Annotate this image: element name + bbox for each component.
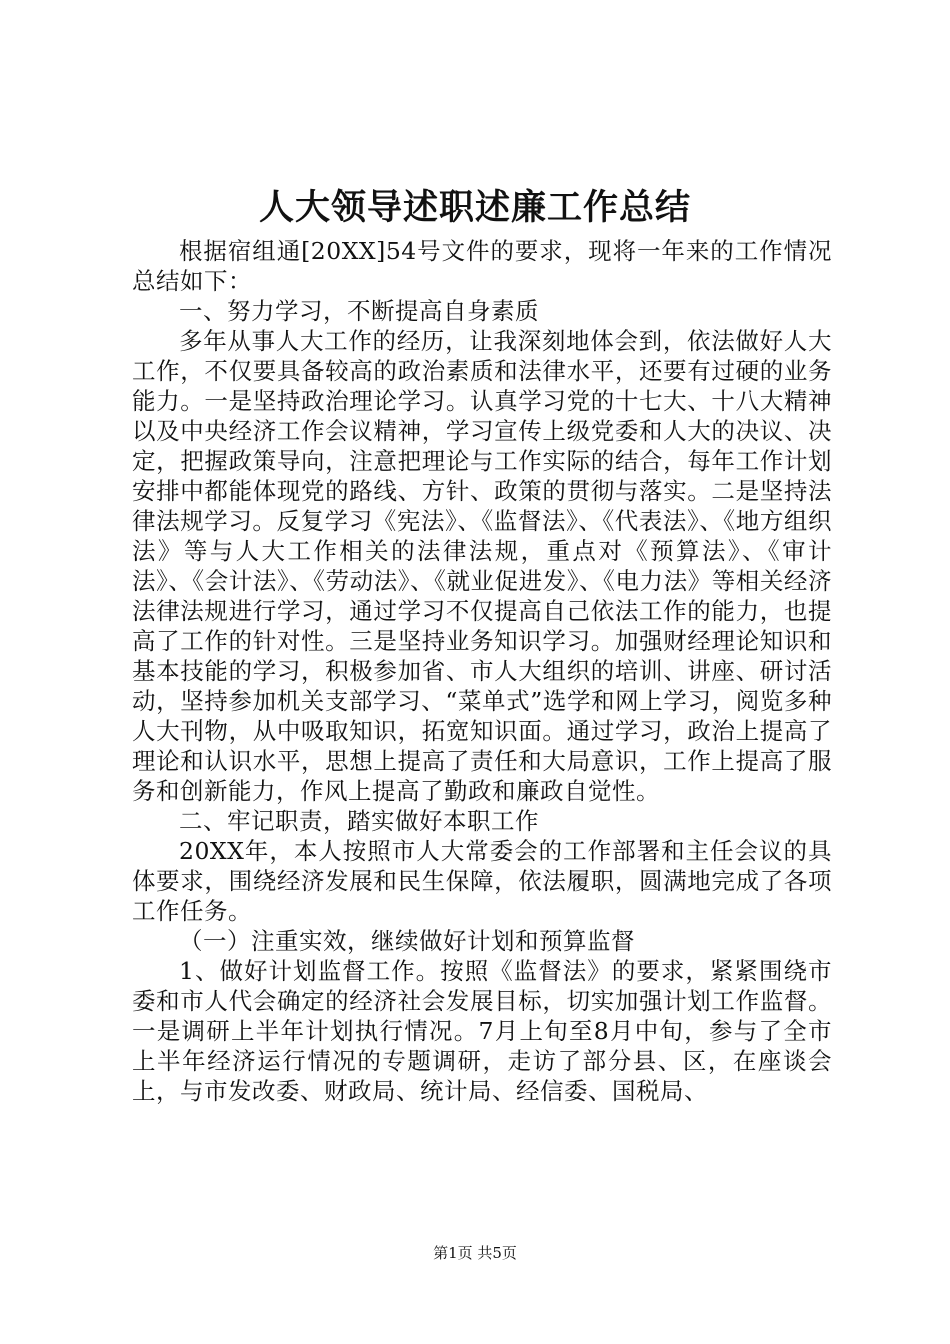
paragraph-plan-supervision: 1、做好计划监督工作。按照《监督法》的要求，紧紧围绕市委和市人代会确定的经济社会发展目标，切实加强计划工作监督。一是调研上半年计划执行情况。7月上旬至8月中旬，参与了全市上半年经济运行情况的专题调研，走访了部分县、区，在座谈会上，与市发改委、财政局、统计局、经信委、国税局、 (132, 957, 832, 1105)
document-title: 人大领导述职述廉工作总结 (258, 188, 691, 228)
subsection-heading-1: （一）注重实效，继续做好计划和预算监督 (179, 927, 635, 955)
document-body (132, 236, 832, 1106)
paragraph-duties: 20XX年，本人按照市人大常委会的工作部署和主任会议的具体要求，围绕经济发展和民生保障，依法履职，圆满地完成了各项工作任务。 (132, 837, 832, 925)
paragraph-study: 多年从事人大工作的经历，让我深刻地体会到，依法做好人大工作，不仅要具备较高的政治素质和法律水平，还要有过硬的业务能力。一是坚持政治理论学习。认真学习党的十七大、十八大精神以及中央经济工作会议精神，学习宣传上级党委和人大的决议、决定，把握政策导向，注意把理论与工作实际的结合，每年工作计划安排中都能体现党的路线、方针、政策的贯彻与落实。二是坚持法律法规学习。反复学习《宪法》、《监督法》、《代表法》、《地方组织法》等与人大工作相关的法律法规，重点对《预算法》、《审计法》、《会计法》、《劳动法》、《就业促进发》、《电力法》等相关经济法律法规进行学习，通过学习不仅提高自己依法工作的能力，也提高了工作的针对性。三是坚持业务知识学习。加强财经理论知识和基本技能的学习，积极参加省、市人大组织的培训、讲座、研讨活动，坚持参加机关支部学习、“菜单式”选学和网上学习，阅览多种人大刊物，从中吸取知识，拓宽知识面。通过学习，政治上提高了理论和认识水平，思想上提高了责任和大局意识，工作上提高了服务和创新能力，作风上提高了勤政和廉政自觉性。 (132, 327, 832, 805)
section-heading-2: 二、牢记职责，踏实做好本职工作 (179, 807, 539, 835)
page-footer: 第1页 共5页 (433, 1244, 517, 1262)
paragraph-intro: 根据宿组通[20XX]54号文件的要求，现将一年来的工作情况总结如下： (132, 237, 832, 295)
section-heading-1: 一、努力学习，不断提高自身素质 (179, 297, 539, 325)
